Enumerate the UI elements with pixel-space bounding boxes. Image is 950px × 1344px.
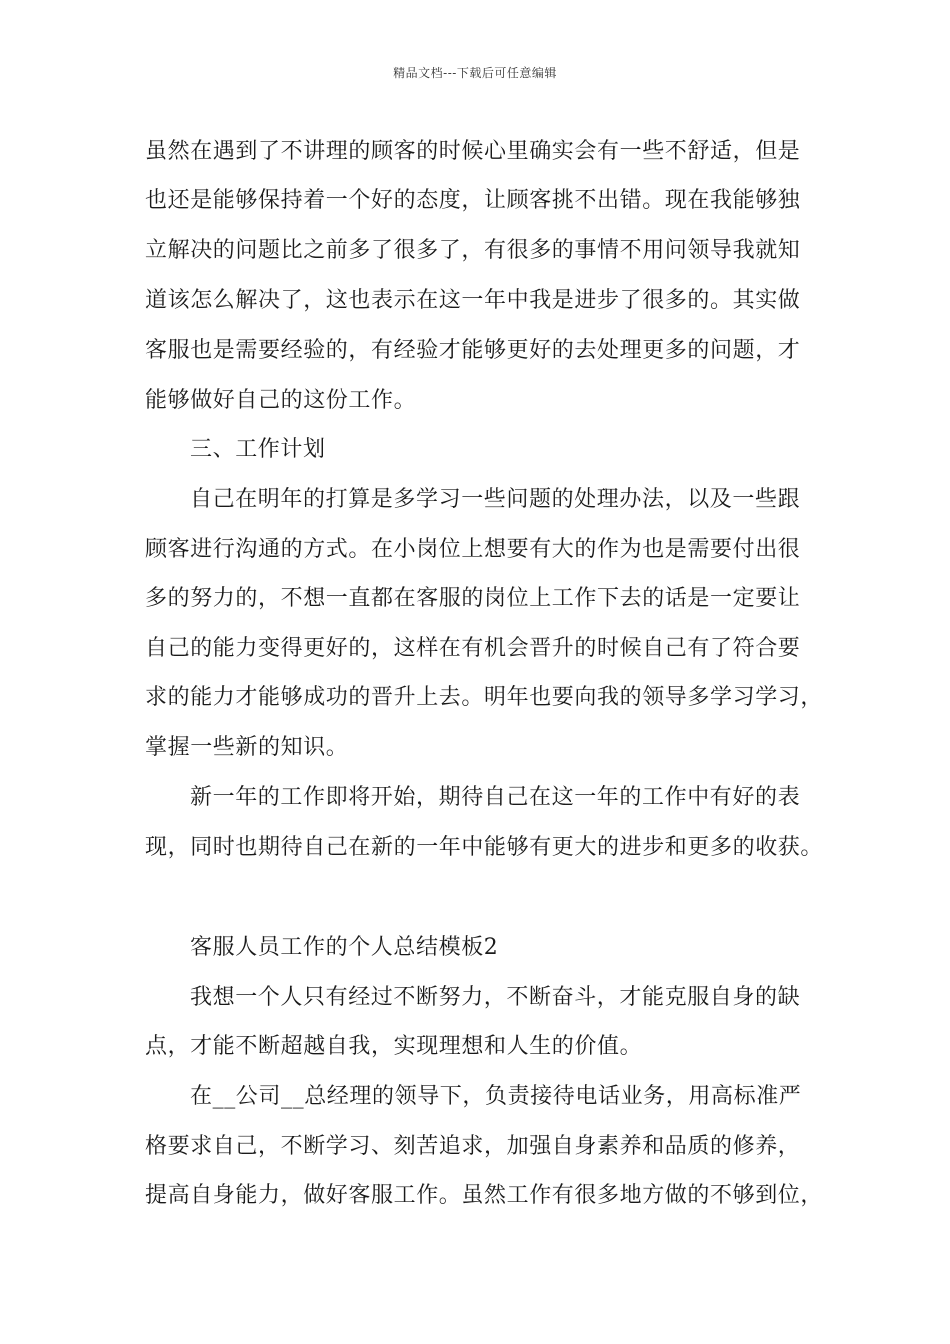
body-line: 顾客进行沟通的方式。在小岗位上想要有大的作为也是需要付出很 <box>145 537 801 562</box>
body-line: 格要求自己，不断学习、刻苦追求，加强自身素养和品质的修养， <box>145 1134 801 1159</box>
paragraph-first-line: 我想一个人只有经过不断努力，不断奋斗，才能克服自身的缺 <box>190 985 801 1010</box>
body-line: 也还是能够保持着一个好的态度，让顾客挑不出错。现在我能够独 <box>145 188 801 213</box>
body-line: 现，同时也期待自己在新的一年中能够有更大的进步和更多的收获。 <box>145 835 824 860</box>
paragraph-first-line: 新一年的工作即将开始，期待自己在这一年的工作中有好的表 <box>190 785 801 810</box>
body-line: 自己的能力变得更好的，这样在有机会晋升的时候自己有了符合要 <box>145 636 801 661</box>
document-title: 客服人员工作的个人总结模板2 <box>190 935 499 960</box>
body-line: 多的努力的，不想一直都在客服的岗位上工作下去的话是一定要让 <box>145 586 801 611</box>
body-line: 客服也是需要经验的，有经验才能够更好的去处理更多的问题，才 <box>145 338 801 363</box>
paragraph-first-line: 在__公司__总经理的领导下，负责接待电话业务，用高标准严 <box>190 1084 802 1109</box>
page-header: 精品文档---下载后可任意编辑 <box>393 66 557 80</box>
section-heading: 三、工作计划 <box>190 437 326 462</box>
body-line: 掌握一些新的知识。 <box>145 735 349 760</box>
body-line: 能够做好自己的这份工作。 <box>145 388 417 413</box>
body-line: 道该怎么解决了，这也表示在这一年中我是进步了很多的。其实做 <box>145 288 801 313</box>
paragraph-first-line: 自己在明年的打算是多学习一些问题的处理办法，以及一些跟 <box>190 487 801 512</box>
body-line: 虽然在遇到了不讲理的顾客的时候心里确实会有一些不舒适，但是 <box>145 139 801 164</box>
body-line: 求的能力才能够成功的晋升上去。明年也要向我的领导多学习学习， <box>145 685 824 710</box>
body-line: 点，才能不断超越自我，实现理想和人生的价值。 <box>145 1034 643 1059</box>
body-line: 提高自身能力，做好客服工作。虽然工作有很多地方做的不够到位， <box>145 1183 824 1208</box>
body-line: 立解决的问题比之前多了很多了，有很多的事情不用问领导我就知 <box>145 238 801 263</box>
